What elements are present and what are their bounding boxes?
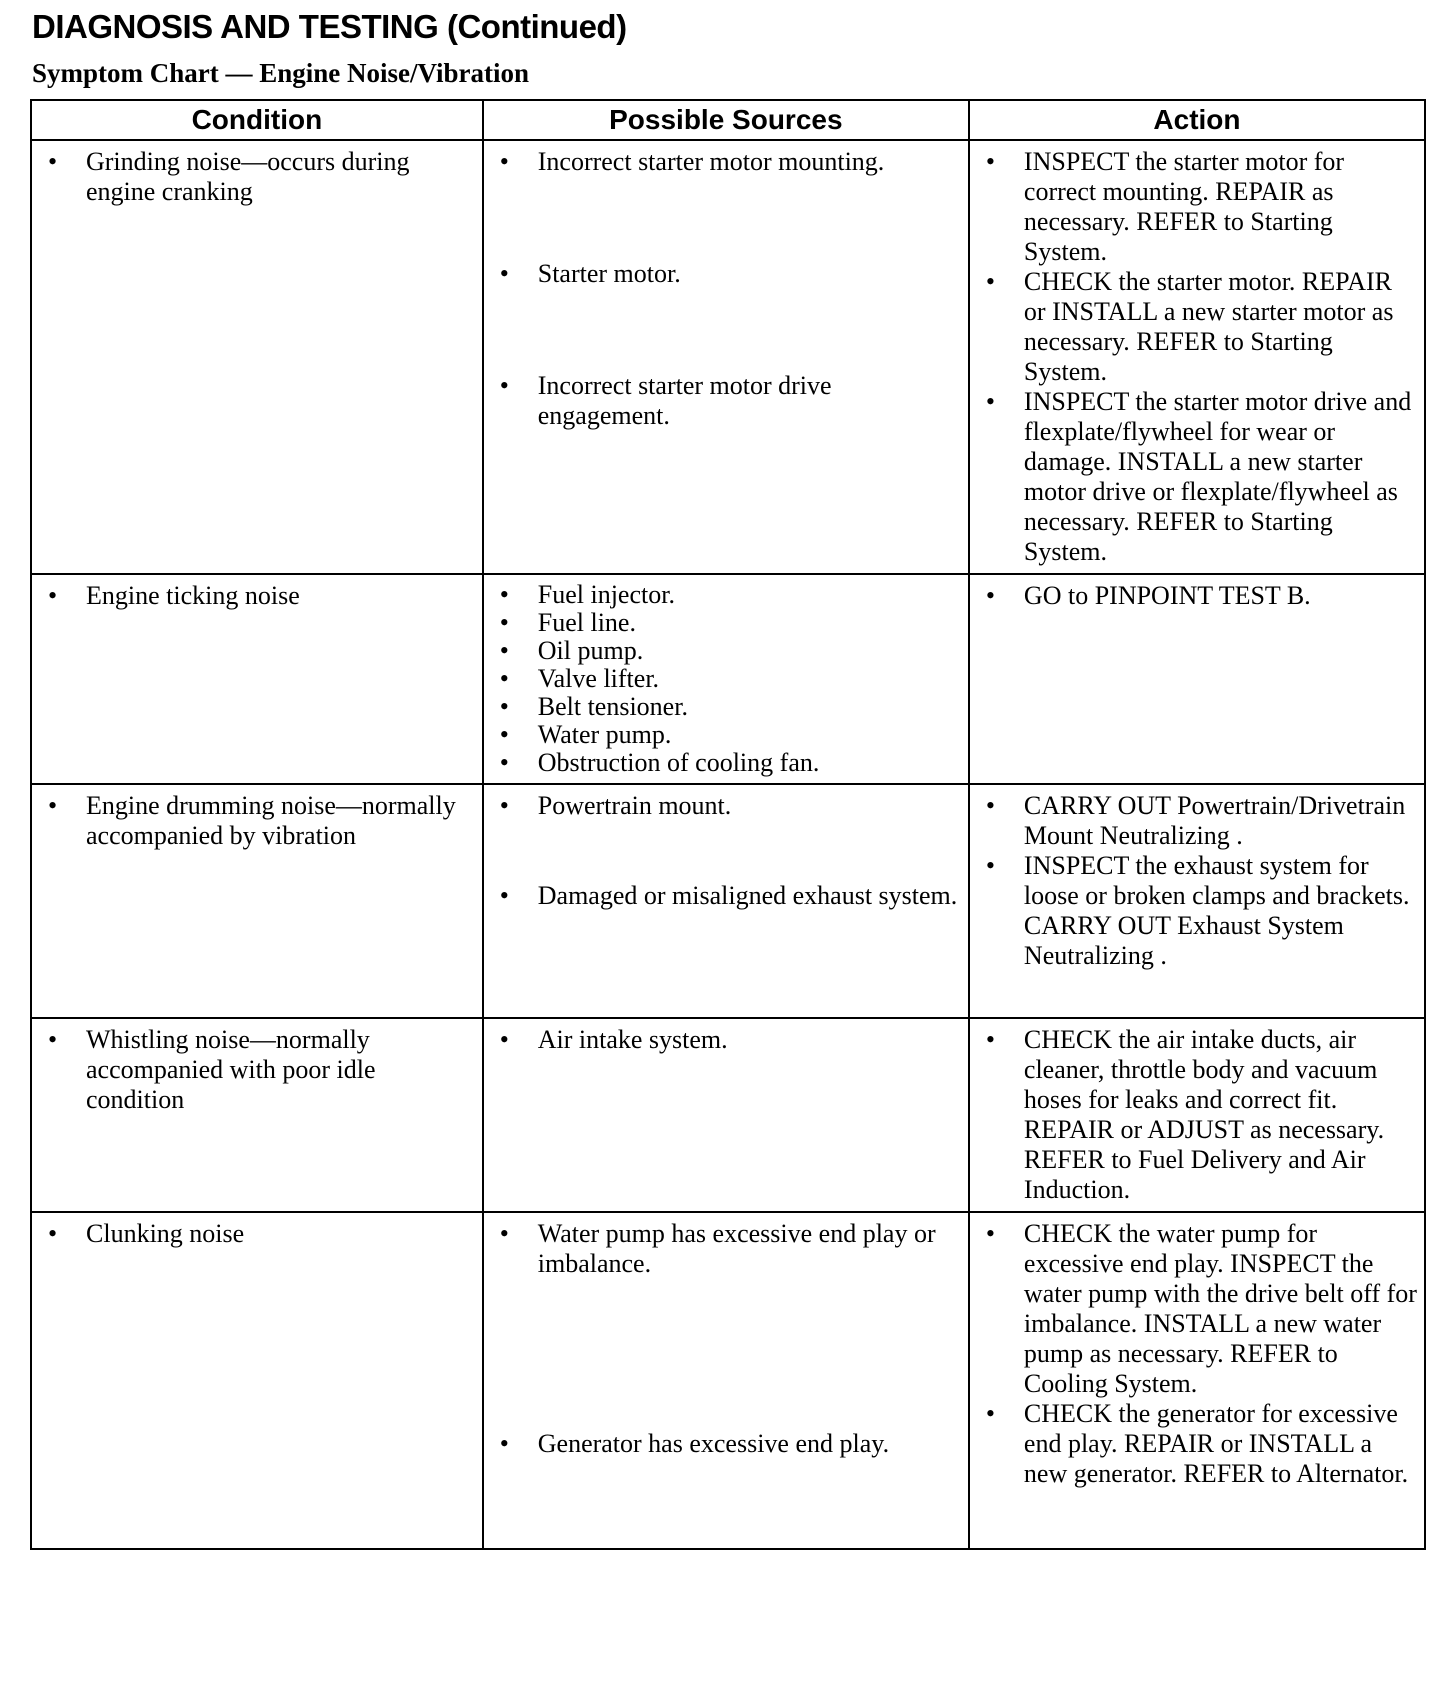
- source-item: • Fuel line.: [498, 609, 962, 637]
- source-item: • Valve lifter.: [498, 665, 962, 693]
- action-item: • GO to PINPOINT TEST B.: [984, 581, 1418, 611]
- condition-text: • Engine drumming noise—normally accompanied by vibration: [46, 791, 476, 851]
- source-item: • Belt tensioner.: [498, 693, 962, 721]
- condition-text: • Grinding noise—occurs during engine cranking: [46, 147, 476, 207]
- condition-cell: [31, 1212, 483, 1549]
- action-item: • CHECK the generator for excessive end play. REPAIR or INSTALL a new generator. REFER to Alternator.: [984, 1399, 1418, 1489]
- source-item: • Obstruction of cooling fan.: [498, 749, 962, 777]
- sources-cell: [483, 1018, 969, 1212]
- action-item: • CHECK the starter motor. REPAIR or INSTALL a new starter motor as necessary. REFER to Starting System.: [984, 267, 1418, 387]
- table-row: [31, 784, 1425, 1018]
- condition-cell: [31, 574, 483, 784]
- action-item: • INSPECT the starter motor drive and flexplate/flywheel for wear or damage. INSTALL a new starter motor drive or flexplate/flywheel as necessary. REFER to Starting System.: [984, 387, 1418, 567]
- action-cell: [969, 574, 1425, 784]
- column-header-action: Action: [969, 100, 1425, 140]
- action-cell: [969, 1018, 1425, 1212]
- source-item: • Generator has excessive end play.: [498, 1429, 962, 1459]
- table-row: [31, 140, 1425, 574]
- source-item: • Starter motor.: [498, 259, 962, 371]
- condition-text: • Whistling noise—normally accompanied with poor idle condition: [46, 1025, 476, 1115]
- table-row: [31, 1212, 1425, 1549]
- table-row: [31, 574, 1425, 784]
- source-item: • Oil pump.: [498, 637, 962, 665]
- column-header-possible-sources: Possible Sources: [483, 100, 969, 140]
- source-item: • Incorrect starter motor mounting.: [498, 147, 962, 259]
- source-item: • Water pump has excessive end play or imbalance.: [498, 1219, 962, 1429]
- source-item: • Incorrect starter motor drive engagement.: [498, 371, 962, 431]
- condition-cell: [31, 784, 483, 1018]
- action-cell: [969, 784, 1425, 1018]
- source-item: • Fuel injector.: [498, 581, 962, 609]
- sources-cell: [483, 140, 969, 574]
- table-row: [31, 1018, 1425, 1212]
- condition-text: • Clunking noise: [46, 1219, 476, 1249]
- source-item: • Water pump.: [498, 721, 962, 749]
- action-item: • CHECK the air intake ducts, air cleaner, throttle body and vacuum hoses for leaks and correct fit. REPAIR or ADJUST as necessary. REFER to Fuel Delivery and Air Induction.: [984, 1025, 1418, 1205]
- condition-cell: [31, 1018, 483, 1212]
- table-header-row: [31, 100, 1425, 140]
- action-item: • CARRY OUT Powertrain/Drivetrain Mount Neutralizing .: [984, 791, 1418, 851]
- sources-cell: [483, 1212, 969, 1549]
- chart-title: Symptom Chart — Engine Noise/Vibration: [32, 58, 530, 88]
- page-title: DIAGNOSIS AND TESTING (Continued): [32, 8, 627, 45]
- source-item: • Damaged or misaligned exhaust system.: [498, 881, 962, 911]
- source-item: • Powertrain mount.: [498, 791, 962, 881]
- action-cell: [969, 1212, 1425, 1549]
- sources-cell: [483, 784, 969, 1018]
- condition-text: • Engine ticking noise: [46, 581, 476, 611]
- column-header-condition: Condition: [31, 100, 483, 140]
- action-cell: [969, 140, 1425, 574]
- action-item: • CHECK the water pump for excessive end play. INSPECT the water pump with the drive belt off for imbalance. INSTALL a new water pump as necessary. REFER to Cooling System.: [984, 1219, 1418, 1399]
- action-item: • INSPECT the starter motor for correct mounting. REPAIR as necessary. REFER to Starting System.: [984, 147, 1418, 267]
- source-item: • Air intake system.: [498, 1025, 962, 1055]
- condition-cell: [31, 140, 483, 574]
- action-item: • INSPECT the exhaust system for loose or broken clamps and brackets. CARRY OUT Exhaust System Neutralizing .: [984, 851, 1418, 971]
- sources-cell: [483, 574, 969, 784]
- symptom-table: [30, 99, 1426, 1550]
